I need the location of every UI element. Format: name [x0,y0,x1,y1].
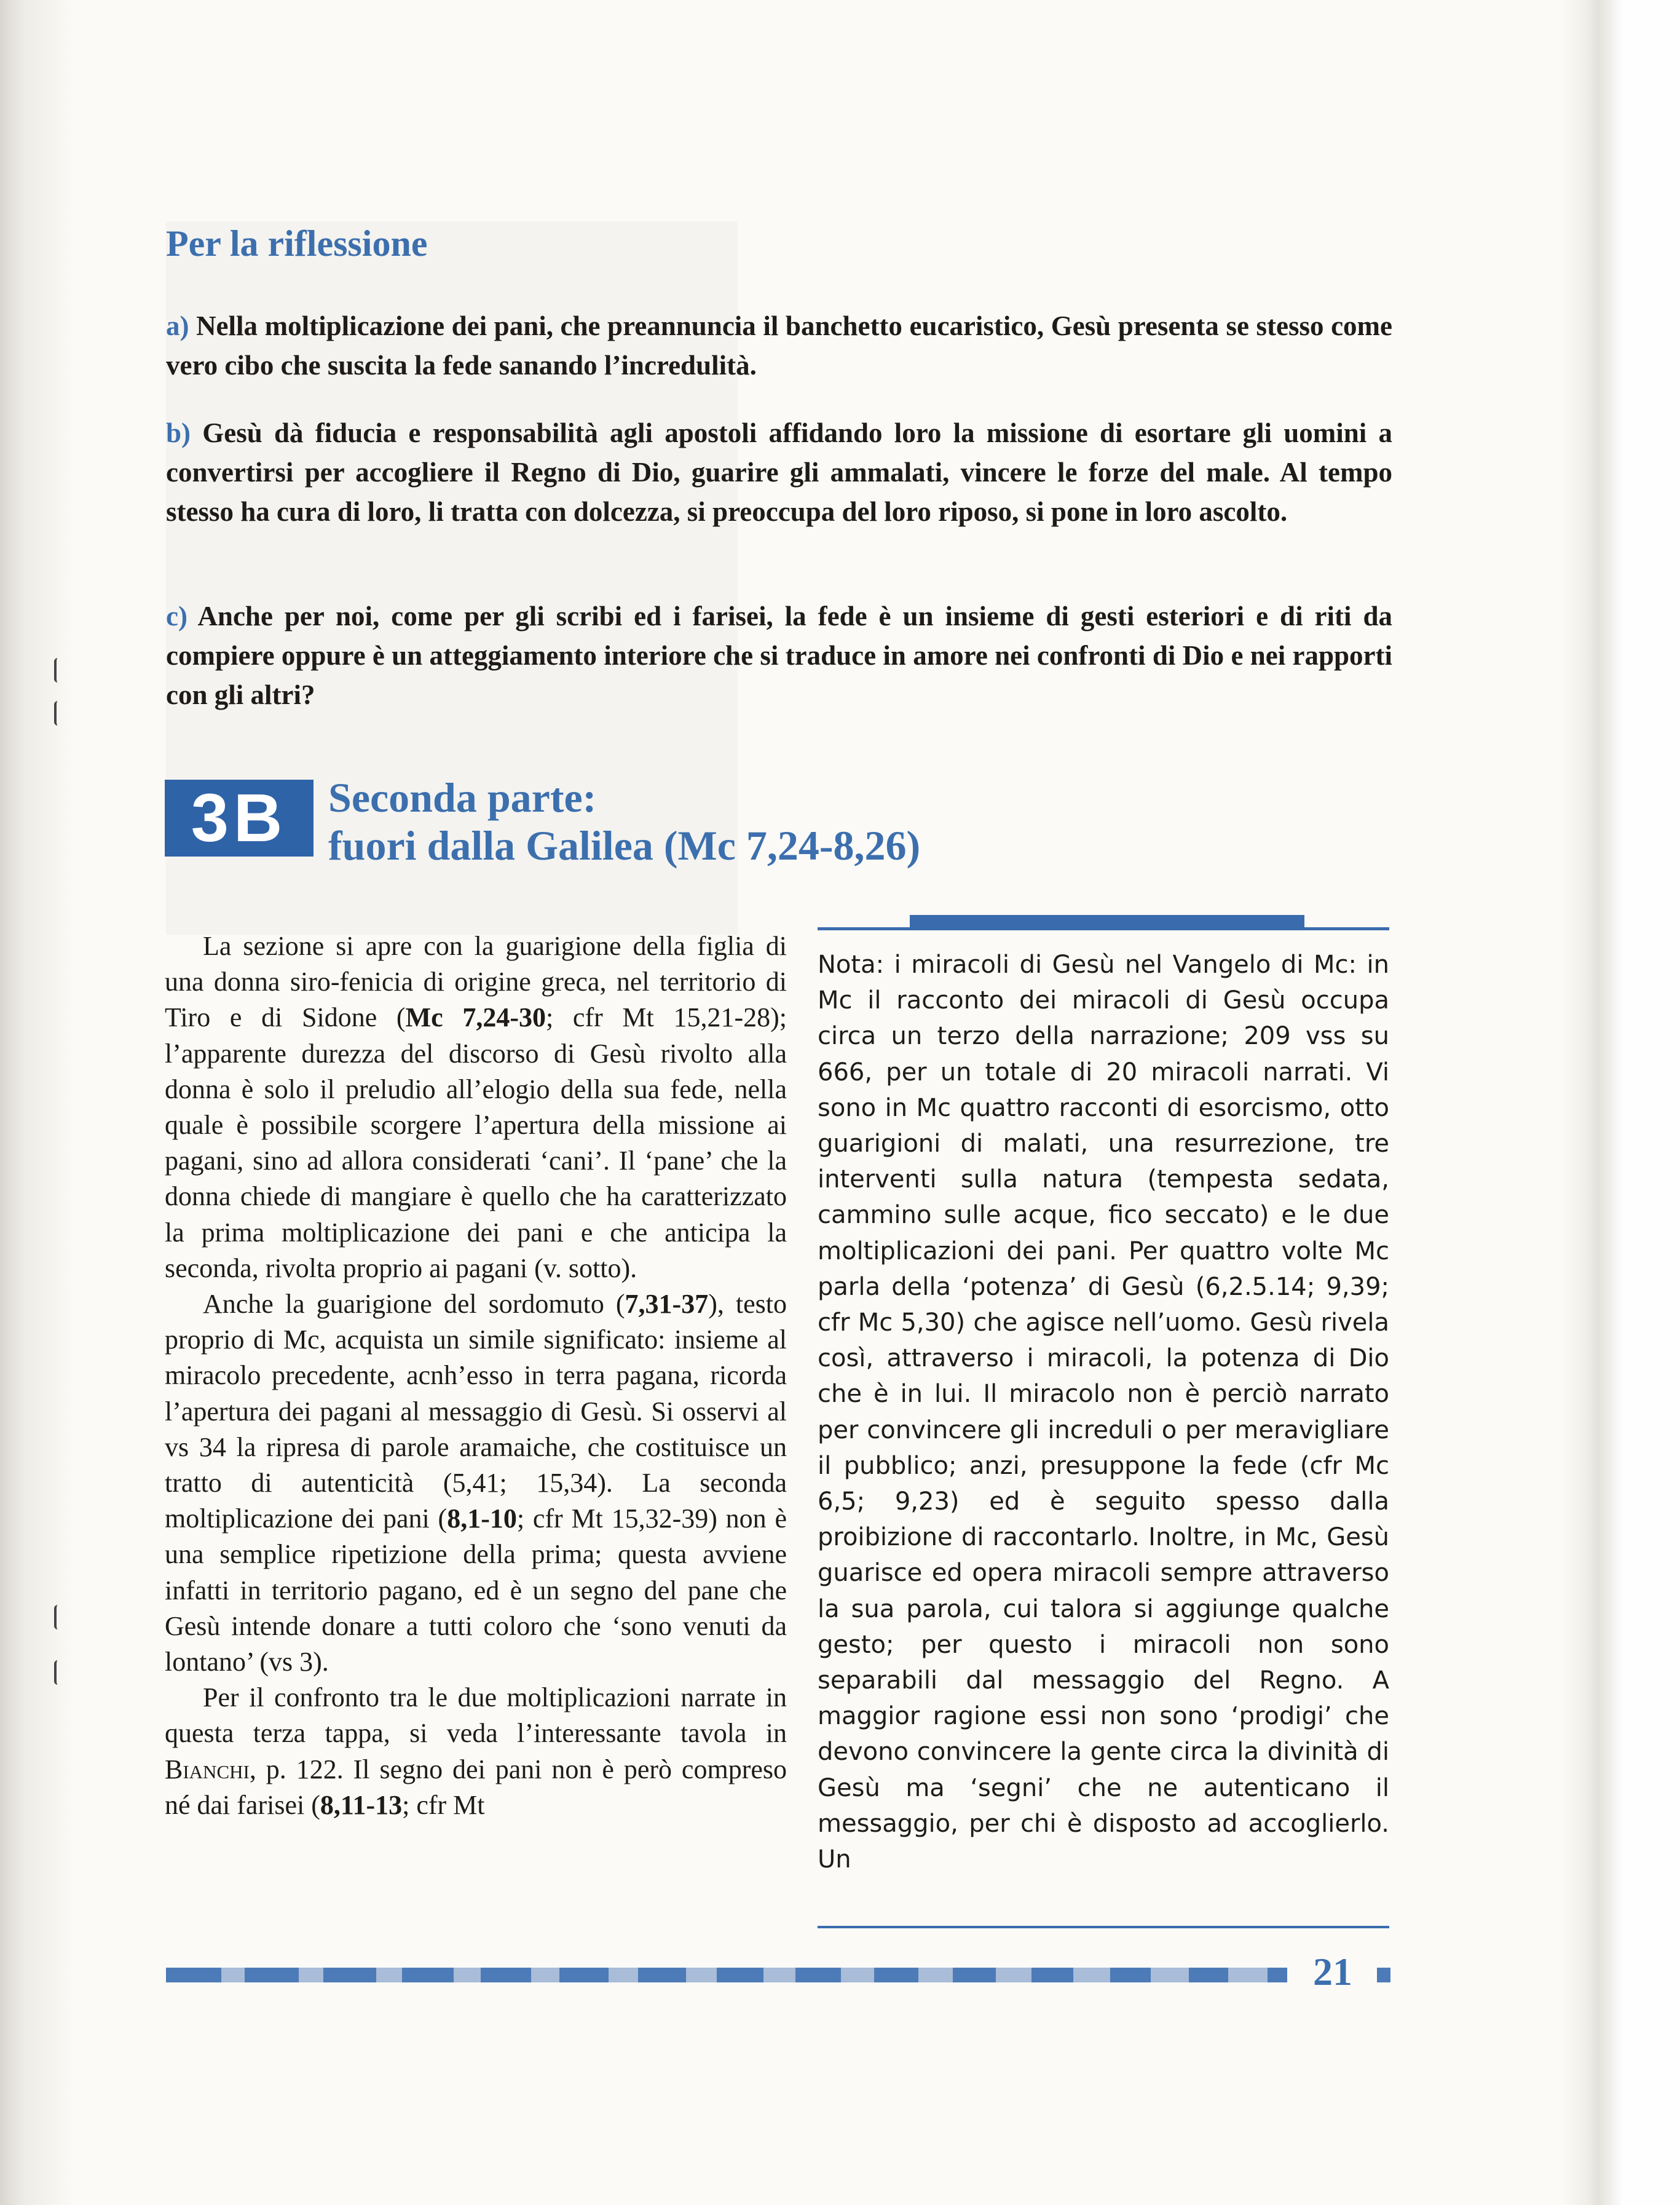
binding-hole-mark [54,1605,61,1629]
body-column [165,928,787,1823]
reflection-item-text: Anche per noi, come per gli scribi ed i farisei, la fede è un insieme di gesti esteriori e di riti da compiere oppure è un atteggiamento interiore che si traduce in amore nei confronti di Dio e nei rapporti con gli altri? [166,601,1392,710]
body-paragraph-3 [165,1680,787,1823]
body-paragraph-1 [165,928,787,1286]
note-bottom-rule [818,1926,1389,1928]
text-run: La sezione si apre con la guarigione della figlia di una donna siro-fenicia di origine greca, nel territorio di Tiro e di Sidone ( [165,931,787,1033]
note-top-rule [818,927,1389,930]
text-run: Anche la guarigione del sordomuto ( [203,1289,625,1320]
chapter-title-line2: fuori dalla Galilea (Mc 7,24-8,26) [328,822,921,869]
binding-hole-mark [54,658,61,683]
reflection-item-text: Gesù dà fiducia e responsabilità agli apostoli affidando loro la missione di esortare gli uomini a convertirsi per accogliere il Regno di Dio, guarire gli ammalati, vincere le forze del male. Al tempo stesso ha cura di loro, li tratta con dolcezza, si preoccupa del loro riposo, si pone in loro ascolto. [166,418,1393,527]
section-badge: 3B [165,780,314,857]
note-text: Nota: i miracoli di Gesù nel Vangelo di Mc: in Mc il racconto dei miracoli di Gesù occupa circa un terzo della narrazione; 209 vss su 666, per un totale di 20 miracoli narrati. Vi sono in Mc quattro racconti di esorcismo, otto guarigioni di malati, una resurrezione, tre interventi sulla natura (tempesta sedata, cammino sulle acque, fico seccato) e le due moltiplicazioni dei pani. Per quattro volte Mc parla della ‘potenza’ di Gesù (6,2.5.14; 9,39; cfr Mc 5,30) che agisce nell’uomo. Gesù rivela così, attraverso i miracoli, la potenza di Dio che è in lui. Il miracolo non è perciò narrato per convincere gli increduli o per meravigliare il pubblico; anzi, presuppone la fede (cfr Mc 6,5; 9,23) ed è seguito spesso dalla proibizione di raccontarlo. Inoltre, in Mc, Gesù guarisce ed opera miracoli sempre attraverso la sua parola, cui talora si aggiunge qualche gesto; per questo i miracoli non sono separabili dal messaggio del Regno. A maggior ragione essi non sono ‘prodigi’ che devono convincere la gente circa la divinità di Gesù ma ‘segni’ che ne autenticano il messaggio, per chi è disposto ad accoglierlo. Un [818,951,1389,1874]
text-run: ; cfr Mt 15,21-28); l’apparente durezza del discorso di Gesù rivolto alla donna è solo il preludio all’elogio della sua fede, nella quale è possibile scorgere l’apertura della missione ai pagani, sino ad allora considerati ‘cani’. Il ‘pane’ che la donna chiede di mangiare è quello che ha caratterizzato la prima moltiplicazione dei pani e che anticipa la seconda, rivolta proprio ai pagani (v. sotto). [165,1002,787,1283]
chapter-title-line1: Seconda parte: [328,774,597,821]
body-paragraph-2 [165,1286,787,1680]
reflection-item-a [166,306,1392,385]
reflection-title: Per la riflessione [166,223,428,264]
scripture-ref: 7,31-37 [625,1289,709,1320]
text-run: ; cfr Mt [402,1789,485,1820]
scripture-ref: 8,11-13 [320,1789,403,1820]
note-box [818,947,1389,1877]
reflection-item-label: b) [166,418,191,448]
note-top-bar [910,915,1304,928]
text-run: , p. 122. Il segno dei pani non è però compreso né dai farisei ( [165,1754,787,1820]
text-run: ; cfr Mt 15,32-39) non è una semplice ripetizione della prima; questa avviene infatti in territorio pagano, ed è un segno del pane che Gesù intende donare a tutti coloro che ‘sono venuti da lontano’ (vs 3). [165,1503,787,1677]
chapter-title [328,774,920,869]
page-number: 21 [1313,1950,1352,1993]
footer-decorative-bar [166,1968,1308,1982]
reflection-item-label: a) [166,311,189,341]
author-name: Bianchi [165,1754,250,1784]
footer-bar-tail [1377,1968,1390,1982]
binding-hole-mark [54,701,61,726]
reflection-item-c [166,596,1392,715]
reflection-item-label: c) [166,601,187,631]
scripture-ref: Mc 7,24-30 [405,1002,546,1033]
reflection-item-b [166,413,1392,531]
binding-hole-mark [54,1660,61,1685]
scripture-ref: 8,1-10 [447,1503,517,1534]
text-run: ), testo proprio di Mc, acquista un simile significato: insieme al miracolo precedente, acnh’esso in terra pagana, ricorda l’apertura dei pagani al messaggio di Gesù. Si osservi al vs 34 la ripresa di parole aramaiche, che costituisce un tratto di autenticità (5,41; 15,34). La seconda moltiplicazione dei pani ( [165,1289,787,1534]
reflection-item-text: Nella moltiplicazione dei pani, che preannuncia il banchetto eucaristico, Gesù presenta se stesso come vero cibo che suscita la fede sanando l’incredulità. [166,311,1393,381]
text-run: Per il confronto tra le due moltiplicazioni narrate in questa terza tappa, si veda l’interessante tavola in [165,1682,787,1749]
